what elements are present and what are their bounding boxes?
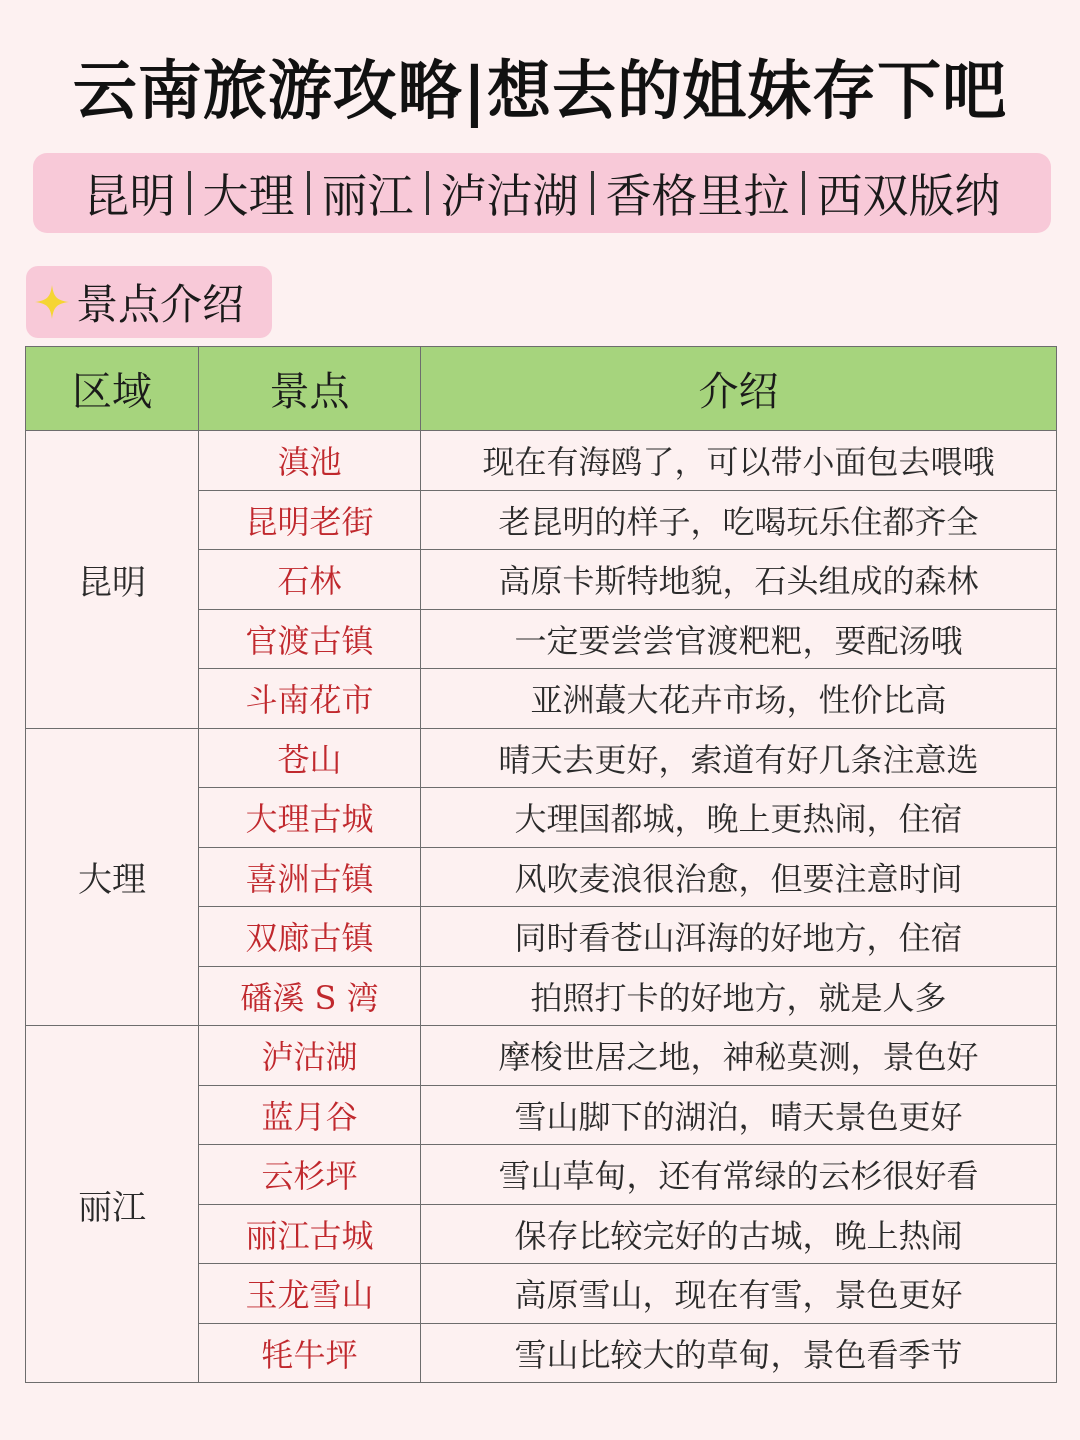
city-divider <box>591 171 594 215</box>
spot-cell: 牦牛坪 <box>199 1323 421 1383</box>
intro-cell: 风吹麦浪很治愈，但要注意时间 <box>421 847 1057 907</box>
header-region: 区域 <box>26 347 199 431</box>
sparkle-icon <box>34 284 70 320</box>
spot-cell: 官渡古镇 <box>199 609 421 669</box>
city-label: 昆明 <box>83 169 176 223</box>
intro-cell: 晴天去更好，索道有好几条注意选 <box>421 728 1057 788</box>
city-label: 大理 <box>202 169 295 223</box>
intro-cell: 拍照打卡的好地方，就是人多 <box>421 966 1057 1026</box>
region-cell: 丽江 <box>26 1026 199 1383</box>
spot-cell: 丽江古城 <box>199 1204 421 1264</box>
table-header-row <box>26 347 1057 431</box>
region-cell: 大理 <box>26 728 199 1026</box>
intro-cell: 雪山草甸，还有常绿的云杉很好看 <box>421 1145 1057 1205</box>
intro-cell: 雪山脚下的湖泊，晴天景色更好 <box>421 1085 1057 1145</box>
city-divider <box>802 171 805 215</box>
city-divider <box>188 171 191 215</box>
section-tag-label: 景点介绍 <box>76 280 245 329</box>
intro-cell: 亚洲蕞大花卉市场，性价比高 <box>421 669 1057 729</box>
intro-cell: 同时看苍山洱海的好地方，住宿 <box>421 907 1057 967</box>
intro-cell: 现在有海鸥了，可以带小面包去喂哦 <box>421 431 1057 491</box>
intro-cell: 大理国都城，晚上更热闹，住宿 <box>421 788 1057 848</box>
intro-cell: 雪山比较大的草甸，景色看季节 <box>421 1323 1057 1383</box>
city-label: 香格里拉 <box>605 169 790 223</box>
section-tag <box>26 266 272 338</box>
spot-cell: 滇池 <box>199 431 421 491</box>
attractions-table <box>25 346 1057 1383</box>
city-label: 丽江 <box>321 169 414 223</box>
spot-cell: 昆明老街 <box>199 490 421 550</box>
table-row <box>26 728 1057 788</box>
spot-cell: 苍山 <box>199 728 421 788</box>
intro-cell: 一定要尝尝官渡粑粑，要配汤哦 <box>421 609 1057 669</box>
spot-cell: 泸沽湖 <box>199 1026 421 1086</box>
spot-cell: 大理古城 <box>199 788 421 848</box>
intro-cell: 高原卡斯特地貌，石头组成的森林 <box>421 550 1057 610</box>
spot-cell: 云杉坪 <box>199 1145 421 1205</box>
intro-cell: 保存比较完好的古城，晚上热闹 <box>421 1204 1057 1264</box>
page-title: 云南旅游攻略|想去的姐妹存下吧 <box>72 55 1008 129</box>
intro-cell: 摩梭世居之地，神秘莫测，景色好 <box>421 1026 1057 1086</box>
table-row <box>26 431 1057 491</box>
city-label: 西双版纳 <box>816 169 1001 223</box>
spot-cell: 斗南花市 <box>199 669 421 729</box>
table-row <box>26 1026 1057 1086</box>
city-divider <box>307 171 310 215</box>
spot-cell: 石林 <box>199 550 421 610</box>
spot-cell: 磻溪 S 湾 <box>199 966 421 1026</box>
spot-cell: 喜洲古镇 <box>199 847 421 907</box>
header-spot: 景点 <box>199 347 421 431</box>
spot-cell: 蓝月谷 <box>199 1085 421 1145</box>
intro-cell: 高原雪山，现在有雪，景色更好 <box>421 1264 1057 1324</box>
header-intro: 介绍 <box>421 347 1057 431</box>
cities-bar <box>33 153 1051 233</box>
city-label: 泸沽湖 <box>440 169 579 223</box>
spot-cell: 玉龙雪山 <box>199 1264 421 1324</box>
region-cell: 昆明 <box>26 431 199 729</box>
city-divider <box>426 171 429 215</box>
intro-cell: 老昆明的样子，吃喝玩乐住都齐全 <box>421 490 1057 550</box>
spot-cell: 双廊古镇 <box>199 907 421 967</box>
